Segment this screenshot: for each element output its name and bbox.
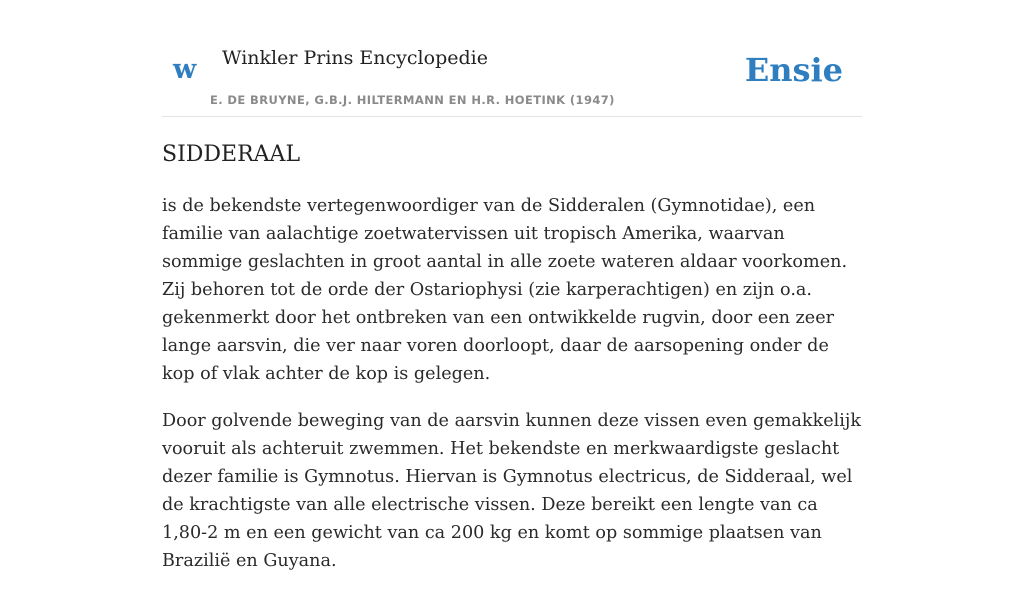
entry-paragraph: Door golvende beweging van de aarsvin kunnen deze vissen even gemakkelijk vooruit als achteruit zwemmen. Het bekendste en merkwaardigste geslacht dezer familie is Gymnotus. Hiervan is Gymnotus electricus, de Sidderaal, wel de krachtigste van alle electrische vissen. Deze bereikt een lengte van ca 1,80-2 m en een gewicht van ca 200 kg en komt op sommige plaatsen van Brazilië en Guyana. bbox=[162, 411, 862, 571]
entry-title: SIDDERAAL bbox=[162, 142, 301, 167]
winkler-prins-logo[interactable]: w bbox=[173, 54, 197, 85]
ensie-brand-link[interactable]: Ensie bbox=[744, 51, 843, 89]
page bbox=[162, 0, 862, 571]
publication-title[interactable]: Winkler Prins Encyclopedie bbox=[222, 47, 488, 69]
entry-paragraph: is de bekendste vertegenwoordiger van de Sidderalen (Gymnotidae), een familie van aalachtige zoetwatervissen uit tropisch Amerika, waarvan sommige geslachten in groot aantal in alle zoete wateren aldaar voorkomen. Zij behoren tot de orde der Ostariophysi (zie karperachtigen) en zijn o.a. gekenmerkt door het ontbreken van een ontwikkelde rugvin, door een zeer lange aarsvin, die ver naar voren doorloopt, daar de aarsopening onder de kop of vlak achter de kop is gelegen. bbox=[162, 196, 848, 384]
entry-body bbox=[162, 192, 862, 594]
publication-authors: E. DE BRUYNE, G.B.J. HILTERMANN EN H.R. HOETINK (1947) bbox=[210, 93, 615, 107]
header bbox=[162, 0, 862, 117]
